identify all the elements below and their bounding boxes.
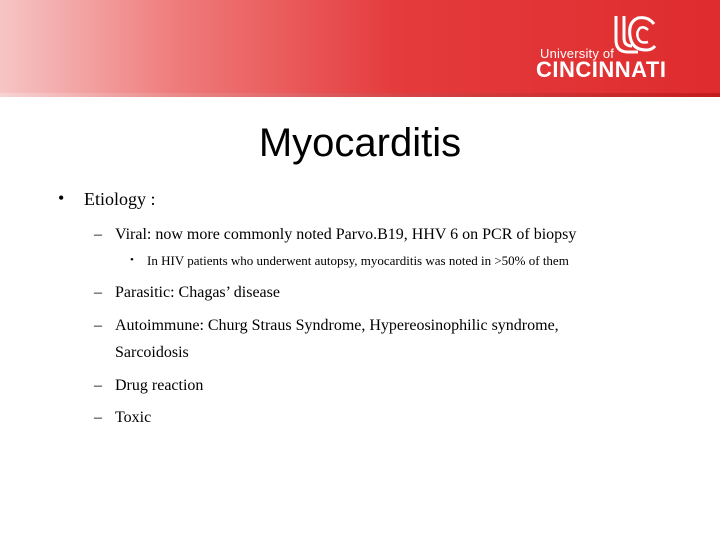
- dash-marker: –: [94, 317, 102, 334]
- sub-item-text: Toxic: [115, 409, 152, 426]
- dash-marker: –: [94, 377, 102, 394]
- bullet-text: Etiology :: [84, 189, 156, 209]
- dash-marker: –: [94, 409, 102, 426]
- logo-text-cincinnati: CINCINNATI: [536, 57, 667, 82]
- sub-item-text: Autoimmune: Churg Straus Syndrome, Hypereosinophilic syndrome,: [115, 317, 559, 334]
- sub-item-text: Viral: now more commonly noted Parvo.B19, HHV 6 on PCR of biopsy: [115, 226, 577, 243]
- bullet-marker: •: [58, 188, 65, 208]
- sub-sub-item-text: In HIV patients who underwent autopsy, myocarditis was noted in >50% of them: [147, 253, 569, 268]
- dash-marker: –: [94, 284, 102, 301]
- dash-marker: –: [94, 226, 102, 243]
- logo-text-university-of: University of: [540, 46, 615, 61]
- sub-item-text: Sarcoidosis: [115, 344, 189, 361]
- sub-item-text: Drug reaction: [115, 377, 204, 394]
- sub-item-text: Parasitic: Chagas’ disease: [115, 284, 280, 301]
- slide-title: Myocarditis: [258, 121, 462, 165]
- bullet-marker: •: [130, 254, 134, 266]
